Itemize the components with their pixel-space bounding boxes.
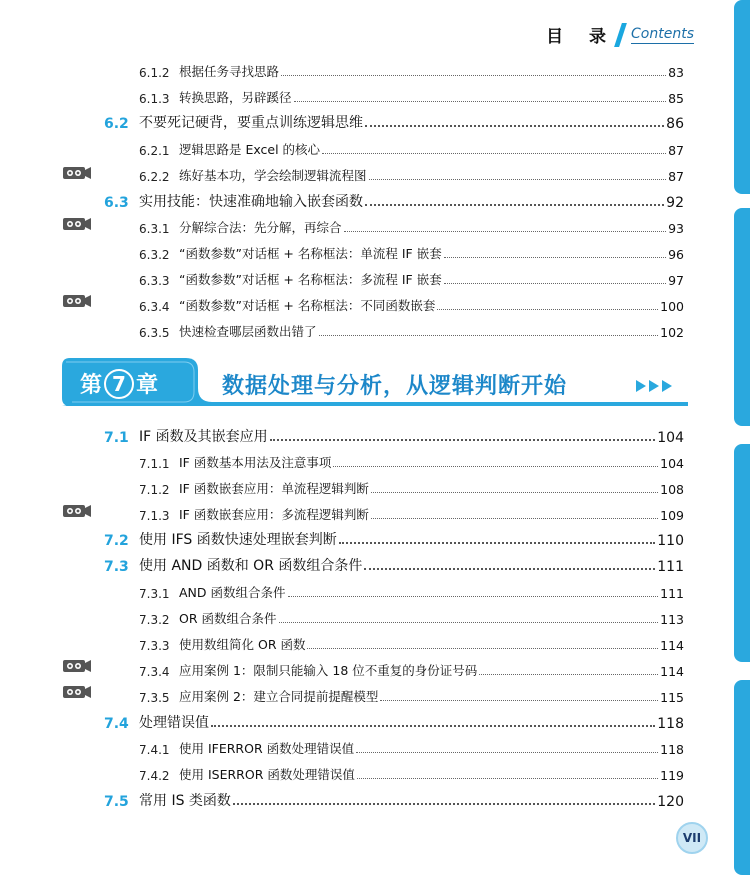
toc-leader	[344, 231, 667, 232]
toc-number: 6.3	[104, 195, 129, 211]
toc-row[interactable]	[104, 318, 684, 340]
toc-row[interactable]	[104, 735, 684, 757]
toc-page: 110	[657, 533, 684, 549]
toc-leader	[380, 700, 658, 701]
toc-number: 6.3.5	[139, 326, 170, 340]
toc-page: 111	[657, 559, 684, 575]
chapter-title: 数据处理与分析，从逻辑判断开始	[222, 374, 568, 399]
toc-title: 分解综合法：先分解，再综合	[179, 220, 342, 235]
toc-title: 常用 IS 类函数	[139, 793, 231, 809]
toc-page: 118	[657, 716, 684, 732]
toc-page: 104	[660, 456, 684, 471]
toc-row[interactable]	[104, 761, 684, 783]
toc-leader	[444, 283, 666, 284]
toc-leader	[365, 125, 664, 127]
toc-leader	[211, 725, 655, 727]
toc-row[interactable]	[104, 214, 684, 236]
toc-number: 6.3.1	[139, 222, 170, 236]
toc-title: 练好基本功，学会绘制逻辑流程图	[179, 168, 367, 183]
toc-number: 7.1	[104, 430, 129, 446]
toc-title: IF 函数嵌套应用：单流程逻辑判断	[179, 481, 369, 496]
toc-title: 使用 AND 函数和 OR 函数组合条件	[139, 558, 363, 574]
toc-leader	[444, 257, 666, 258]
toc-number: 7.3.1	[139, 587, 170, 601]
video-camera-icon	[62, 658, 92, 674]
toc-page: 87	[668, 143, 684, 158]
toc-number: 7.1.2	[139, 483, 170, 497]
toc-title: IF 函数基本用法及注意事项	[179, 455, 332, 470]
toc-number: 6.2.2	[139, 170, 170, 184]
video-camera-icon	[62, 165, 92, 181]
side-tab	[734, 208, 750, 426]
toc-row[interactable]	[104, 240, 684, 262]
chapter-label-post: 章	[136, 373, 159, 398]
toc-row[interactable]	[104, 189, 684, 211]
toc-leader	[319, 335, 659, 336]
toc-number: 7.2	[104, 533, 129, 549]
toc-page: 104	[657, 430, 684, 446]
toc-leader	[365, 204, 664, 206]
toc-number: 6.1.3	[139, 92, 170, 106]
chapter-label	[80, 368, 158, 399]
toc-title: IF 函数嵌套应用：多流程逻辑判断	[179, 507, 369, 522]
header-title-cn: 目 录	[546, 27, 617, 47]
toc-row[interactable]	[104, 657, 684, 679]
page-header	[546, 22, 694, 47]
toc-number: 6.1.2	[139, 66, 170, 80]
side-tab	[734, 444, 750, 662]
toc-row[interactable]	[104, 579, 684, 601]
toc-leader	[288, 596, 659, 597]
toc-title: 使用数组简化 OR 函数	[179, 637, 306, 652]
toc-leader	[233, 803, 655, 805]
toc-row[interactable]	[104, 424, 684, 446]
toc-row[interactable]	[104, 553, 684, 575]
toc-page: 118	[660, 742, 684, 757]
toc-number: 6.3.4	[139, 300, 170, 314]
toc-title: 快速检查哪层函数出错了	[179, 324, 317, 339]
toc-leader	[356, 752, 658, 753]
toc-leader	[333, 466, 658, 467]
toc-row[interactable]	[104, 605, 684, 627]
toc-number: 6.2	[104, 116, 129, 132]
toc-page: 85	[668, 91, 684, 106]
toc-row[interactable]	[104, 631, 684, 653]
toc-number: 7.5	[104, 794, 129, 810]
toc-leader	[364, 568, 655, 570]
toc-page: 93	[668, 221, 684, 236]
toc-number: 7.3	[104, 559, 129, 575]
chapter-number: 7	[104, 369, 134, 399]
header-slash-decoration	[614, 23, 627, 47]
toc-number: 6.3.2	[139, 248, 170, 262]
chapter-banner	[62, 358, 688, 410]
toc-row[interactable]	[104, 84, 684, 106]
chapter-label-pre: 第	[80, 373, 103, 398]
video-camera-icon	[62, 216, 92, 232]
toc-row[interactable]	[104, 266, 684, 288]
toc-title: “函数参数”对话框 + 名称框法：不同函数嵌套	[179, 298, 436, 313]
toc-title: AND 函数组合条件	[179, 585, 286, 600]
toc-number: 7.1.3	[139, 509, 170, 523]
video-camera-icon	[62, 293, 92, 309]
toc-leader	[479, 674, 658, 675]
toc-leader	[357, 778, 658, 779]
toc-row[interactable]	[104, 292, 684, 314]
toc-page: 97	[668, 273, 684, 288]
toc-leader	[437, 309, 658, 310]
toc-number: 7.4	[104, 716, 129, 732]
toc-number: 7.4.1	[139, 743, 170, 757]
toc-leader	[371, 518, 658, 519]
toc-row[interactable]	[104, 527, 684, 549]
toc-page: 87	[668, 169, 684, 184]
toc-page: 108	[660, 482, 684, 497]
toc-row[interactable]	[104, 788, 684, 810]
toc-title: 使用 IFERROR 函数处理错误值	[179, 741, 355, 756]
toc-row[interactable]	[104, 475, 684, 497]
toc-title: “函数参数”对话框 + 名称框法：单流程 IF 嵌套	[179, 246, 442, 261]
toc-title: “函数参数”对话框 + 名称框法：多流程 IF 嵌套	[179, 272, 442, 287]
toc-title: 根据任务寻找思路	[179, 64, 280, 79]
toc-leader	[322, 153, 666, 154]
toc-title: 应用案例 2：建立合同提前提醒模型	[179, 689, 379, 704]
toc-page: 119	[660, 768, 684, 783]
toc-page: 102	[660, 325, 684, 340]
toc-page: 114	[660, 638, 684, 653]
toc-title: 使用 ISERROR 函数处理错误值	[179, 767, 355, 782]
toc-page: 96	[668, 247, 684, 262]
toc-leader	[369, 179, 667, 180]
video-camera-icon	[62, 503, 92, 519]
toc-page: 100	[660, 299, 684, 314]
toc-leader	[279, 622, 659, 623]
side-tab	[734, 680, 750, 875]
toc-page: 115	[660, 690, 684, 705]
video-camera-icon	[62, 684, 92, 700]
toc-page: 83	[668, 65, 684, 80]
toc-title: 不要死记硬背，要重点训练逻辑思维	[139, 115, 363, 131]
toc-leader	[294, 101, 667, 102]
toc-title: IF 函数及其嵌套应用	[139, 429, 268, 445]
toc-number: 7.1.1	[139, 457, 170, 471]
toc-row[interactable]	[104, 710, 684, 732]
page-number-badge: VII	[676, 822, 708, 854]
toc-number: 7.3.4	[139, 665, 170, 679]
toc-row[interactable]	[104, 162, 684, 184]
toc-leader	[339, 542, 656, 544]
toc-leader	[307, 648, 658, 649]
toc-number: 7.3.3	[139, 639, 170, 653]
toc-title: 使用 IFS 函数快速处理嵌套判断	[139, 532, 337, 548]
toc-title: 实用技能：快速准确地输入嵌套函数	[139, 194, 363, 210]
toc-page: 111	[660, 586, 684, 601]
toc-row[interactable]	[104, 58, 684, 80]
toc-title: 逻辑思路是 Excel 的核心	[179, 142, 321, 157]
toc-title: OR 函数组合条件	[179, 611, 277, 626]
toc-leader	[281, 75, 666, 76]
chapter-arrows-icon	[636, 380, 672, 392]
toc-row[interactable]	[104, 110, 684, 132]
toc-page: 109	[660, 508, 684, 523]
toc-row[interactable]	[104, 449, 684, 471]
toc-number: 6.3.3	[139, 274, 170, 288]
toc-row[interactable]	[104, 501, 684, 523]
header-title-en: Contents	[631, 25, 694, 42]
toc-number: 6.2.1	[139, 144, 170, 158]
toc-leader	[270, 439, 656, 441]
toc-title: 应用案例 1：限制只能输入 18 位不重复的身份证号码	[179, 663, 478, 678]
toc-leader	[371, 492, 658, 493]
toc-page: 120	[657, 794, 684, 810]
toc-row[interactable]	[104, 136, 684, 158]
toc-page: 92	[666, 195, 684, 211]
toc-page: 114	[660, 664, 684, 679]
toc-title: 处理错误值	[139, 715, 209, 731]
toc-number: 7.3.5	[139, 691, 170, 705]
toc-page: 86	[666, 116, 684, 132]
side-tab	[734, 0, 750, 194]
toc-number: 7.4.2	[139, 769, 170, 783]
toc-page: 113	[660, 612, 684, 627]
toc-number: 7.3.2	[139, 613, 170, 627]
toc-row[interactable]	[104, 683, 684, 705]
toc-title: 转换思路，另辟蹊径	[179, 90, 292, 105]
